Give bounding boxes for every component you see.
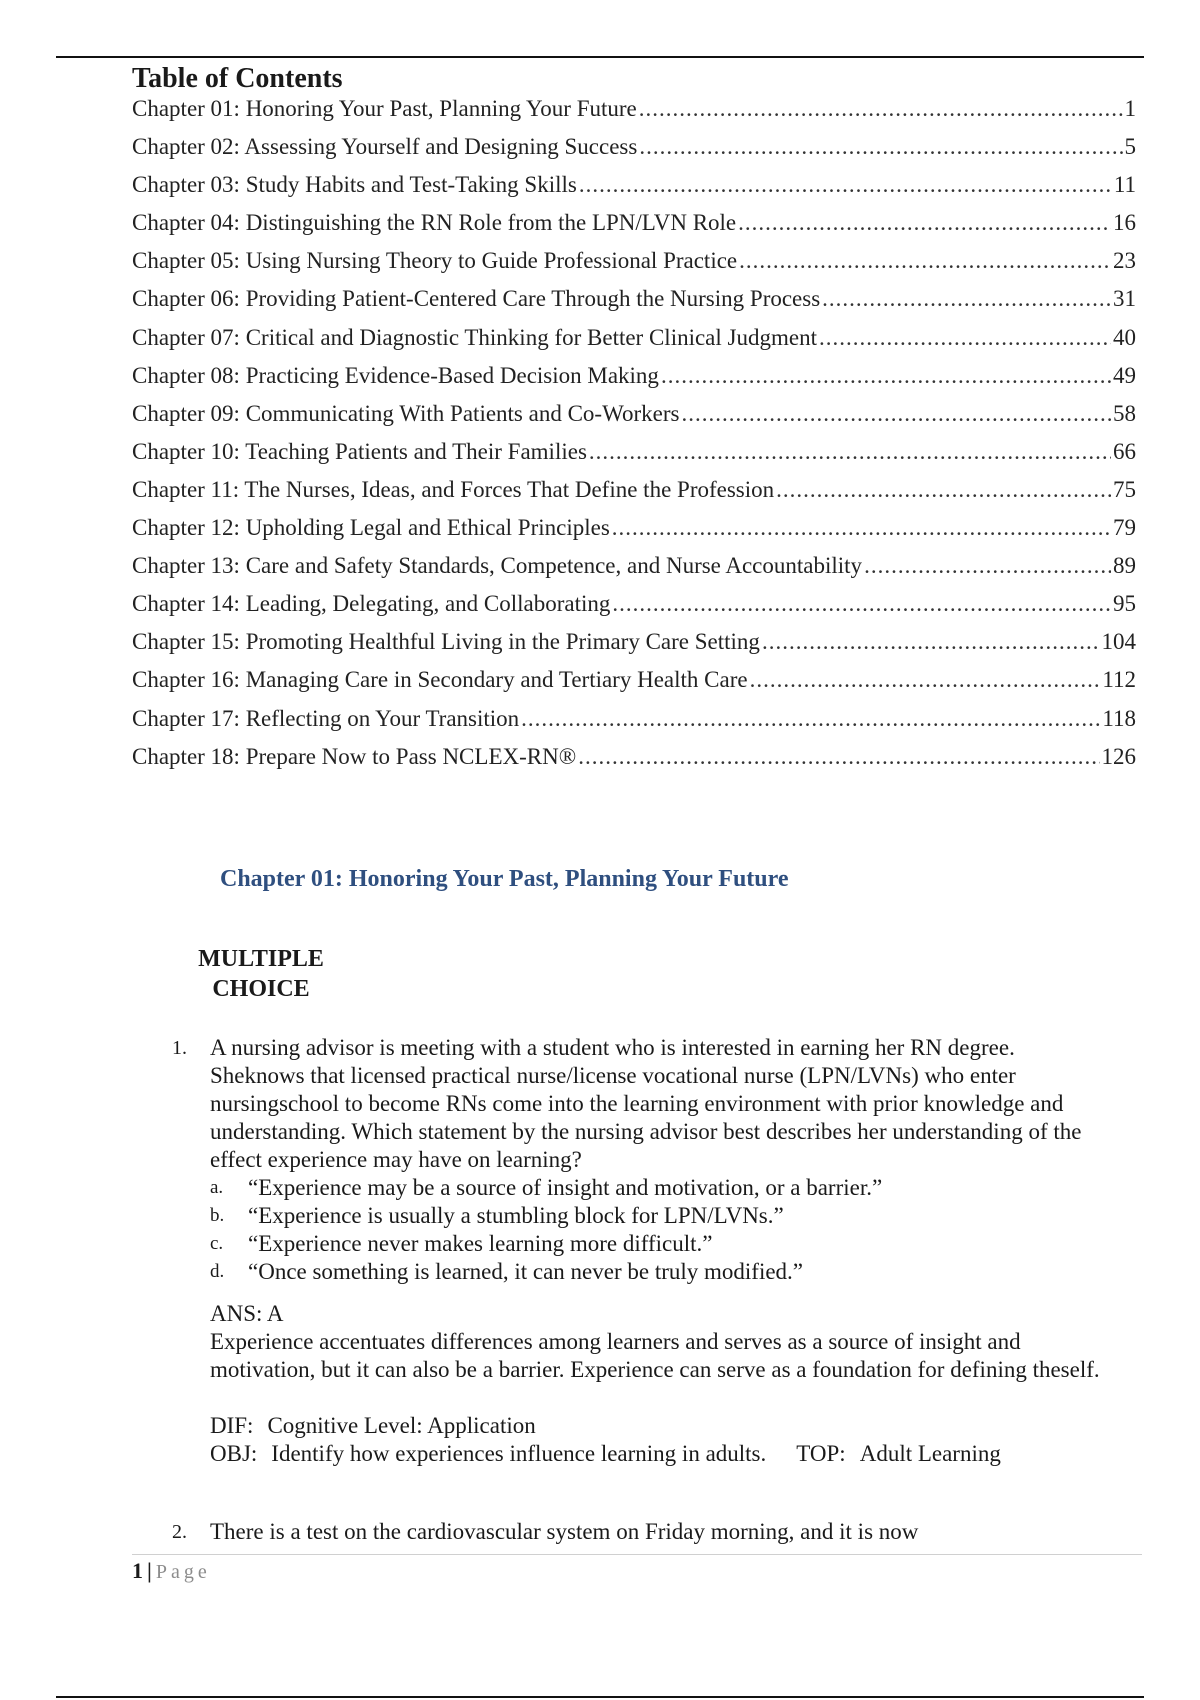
toc-entry[interactable] <box>132 706 1136 744</box>
option-c <box>210 1230 1112 1258</box>
page-footer <box>132 1558 211 1584</box>
toc-entry[interactable] <box>132 96 1136 134</box>
toc-entry-page: 112 <box>1102 667 1136 693</box>
option-letter: b. <box>210 1205 225 1226</box>
option-b <box>210 1202 1112 1230</box>
toc-entry-label: Chapter 12: Upholding Legal and Ethical Principles <box>132 515 610 541</box>
answer-block <box>210 1300 1112 1384</box>
top-rule <box>56 56 1144 58</box>
top-value: Adult Learning <box>859 1441 1001 1466</box>
toc-entry-label: Chapter 18: Prepare Now to Pass NCLEX-RN® <box>132 743 577 769</box>
toc-entry-label: Chapter 02: Assessing Yourself and Designing Success <box>132 134 638 160</box>
toc-entry[interactable] <box>132 629 1136 667</box>
toc-entry-page: 11 <box>1113 172 1136 198</box>
toc-dot-leader <box>589 439 1111 465</box>
obj-label: OBJ: <box>210 1441 258 1466</box>
bottom-rule <box>56 1696 1144 1698</box>
toc-dot-leader <box>612 515 1111 541</box>
toc-entry-page: 58 <box>1113 400 1136 426</box>
toc-entry-label: Chapter 15: Promoting Healthful Living in the Primary Care Setting <box>132 629 760 655</box>
option-letter: a. <box>210 1177 224 1198</box>
option-a <box>210 1174 1112 1202</box>
page-number: 1 <box>132 1558 143 1583</box>
toc-dot-leader <box>822 286 1111 312</box>
top-label: TOP: <box>796 1441 846 1466</box>
footer-rule <box>132 1554 1142 1555</box>
toc-dot-leader <box>578 744 1099 770</box>
toc-entry-label: Chapter 07: Critical and Diagnostic Thinking for Better Clinical Judgment <box>132 324 817 350</box>
toc-entry-page: 95 <box>1113 591 1136 617</box>
question-1 <box>172 1034 1112 1468</box>
dif-value: Cognitive Level: Application <box>267 1413 536 1438</box>
toc-entry[interactable] <box>132 667 1136 705</box>
toc-dot-leader <box>819 325 1111 351</box>
toc-entry-page: 49 <box>1113 362 1136 388</box>
section-heading <box>186 944 336 1004</box>
toc-entry-label: Chapter 04: Distinguishing the RN Role from the LPN/LVN Role <box>132 210 737 236</box>
toc-entry-label: Chapter 05: Using Nursing Theory to Guide Professional Practice <box>132 248 738 274</box>
toc-entry[interactable] <box>132 591 1136 629</box>
toc-entry[interactable] <box>132 553 1136 591</box>
toc-entry-label: Chapter 11: The Nurses, Ideas, and Forces That Define the Profession <box>132 476 775 502</box>
toc-entry-label: Chapter 06: Providing Patient-Centered Care Through the Nursing Process <box>132 286 821 312</box>
toc-entry-label: Chapter 09: Communicating With Patients and Co-Workers <box>132 400 680 426</box>
toc-entry[interactable] <box>132 286 1136 324</box>
dif-line <box>210 1412 1112 1440</box>
toc-dot-leader <box>661 363 1111 389</box>
page-word: Page <box>155 1561 211 1583</box>
question-number: 1. <box>172 1037 187 1059</box>
toc-entry-label: Chapter 10: Teaching Patients and Their Families <box>132 438 587 464</box>
toc-entry-label: Chapter 17: Reflecting on Your Transition <box>132 705 520 731</box>
section-heading-line1: MULTIPLE <box>198 946 324 972</box>
toc-entry-page: 66 <box>1113 438 1136 464</box>
dif-label: DIF: <box>210 1413 254 1438</box>
toc-entry[interactable] <box>132 439 1136 477</box>
toc-dot-leader <box>521 706 1100 732</box>
toc-entry-page: 79 <box>1113 515 1136 541</box>
toc-dot-leader <box>739 248 1111 274</box>
option-d <box>210 1258 1112 1286</box>
option-text: “Experience may be a source of insight and motivation, or a barrier.” <box>248 1175 883 1200</box>
toc-entry-page: 40 <box>1113 324 1136 350</box>
toc-dot-leader <box>762 629 1100 655</box>
option-text: “Experience is usually a stumbling block for LPN/LVNs.” <box>248 1203 784 1228</box>
toc-dot-leader <box>612 591 1111 617</box>
toc-entry[interactable] <box>132 363 1136 401</box>
toc-entry[interactable] <box>132 134 1136 172</box>
toc-entry-page: 1 <box>1124 96 1136 121</box>
toc-dot-leader <box>681 401 1111 427</box>
toc-entry-page: 16 <box>1113 210 1136 236</box>
chapter-heading[interactable]: Chapter 01: Honoring Your Past, Planning Your Future <box>220 866 789 892</box>
toc-dot-leader <box>750 667 1101 693</box>
toc-dot-leader <box>579 172 1112 198</box>
toc-entry-label: Chapter 14: Leading, Delegating, and Collaborating <box>132 591 611 617</box>
toc-dot-leader <box>776 477 1111 503</box>
question-metadata <box>210 1412 1112 1468</box>
section-heading-line2: CHOICE <box>212 976 310 1002</box>
toc-entry-page: 23 <box>1113 248 1136 274</box>
toc-dot-leader <box>738 210 1111 236</box>
toc-entry-label: Chapter 01: Honoring Your Past, Planning Your Future <box>132 96 637 121</box>
footer-separator: | <box>147 1558 152 1583</box>
toc-list <box>132 96 1136 782</box>
toc-entry[interactable] <box>132 401 1136 439</box>
toc-title: Table of Contents <box>132 63 343 94</box>
question-2 <box>172 1518 1112 1546</box>
toc-entry[interactable] <box>132 172 1136 210</box>
option-letter: c. <box>210 1233 224 1254</box>
toc-entry[interactable] <box>132 744 1136 782</box>
obj-value: Identify how experiences influence learning in adults. <box>271 1441 767 1466</box>
option-text: “Experience never makes learning more difficult.” <box>248 1231 713 1256</box>
toc-entry-page: 5 <box>1124 134 1136 160</box>
toc-entry-label: Chapter 03: Study Habits and Test-Taking Skills <box>132 172 577 198</box>
option-letter: d. <box>210 1261 225 1282</box>
toc-dot-leader <box>639 96 1123 122</box>
toc-entry[interactable] <box>132 325 1136 363</box>
table-of-contents <box>132 62 1136 782</box>
toc-entry[interactable] <box>132 515 1136 553</box>
toc-entry-page: 31 <box>1113 286 1136 312</box>
toc-entry-page: 126 <box>1101 743 1136 769</box>
question-text: A nursing advisor is meeting with a student who is interested in earning her RN degree. Sheknows that licensed practical nurse/license vocational nurse (LPN/LVNs) who enter nursingschool to become RNs come into the learning environment with prior knowledge and understanding. Which statement by the nursing advisor best describes her understanding of the effect experience may have on learning? <box>210 1035 1082 1172</box>
toc-entry-page: 75 <box>1113 476 1136 502</box>
toc-entry-page: 104 <box>1101 629 1136 655</box>
toc-dot-leader <box>864 553 1111 579</box>
toc-entry[interactable] <box>132 248 1136 286</box>
rationale: Experience accentuates differences among learners and serves as a source of insight and motivation, but it can also be a barrier. Experience can serve as a foundation for defining theself. <box>210 1329 1100 1382</box>
toc-entry-page: 89 <box>1113 553 1136 579</box>
toc-entry[interactable] <box>132 210 1136 248</box>
question-number: 2. <box>172 1521 187 1543</box>
toc-dot-leader <box>639 134 1122 160</box>
answer-key: ANS: A <box>210 1301 284 1326</box>
toc-entry-label: Chapter 16: Managing Care in Secondary and Tertiary Health Care <box>132 667 748 693</box>
toc-entry-label: Chapter 13: Care and Safety Standards, Competence, and Nurse Accountability <box>132 553 863 579</box>
question-text: There is a test on the cardiovascular system on Friday morning, and it is now <box>210 1519 919 1544</box>
obj-line <box>210 1440 1112 1468</box>
toc-entry-page: 118 <box>1102 705 1136 731</box>
toc-entry-label: Chapter 08: Practicing Evidence-Based Decision Making <box>132 362 659 388</box>
option-text: “Once something is learned, it can never be truly modified.” <box>248 1259 803 1284</box>
toc-entry[interactable] <box>132 477 1136 515</box>
answer-options <box>210 1174 1112 1286</box>
